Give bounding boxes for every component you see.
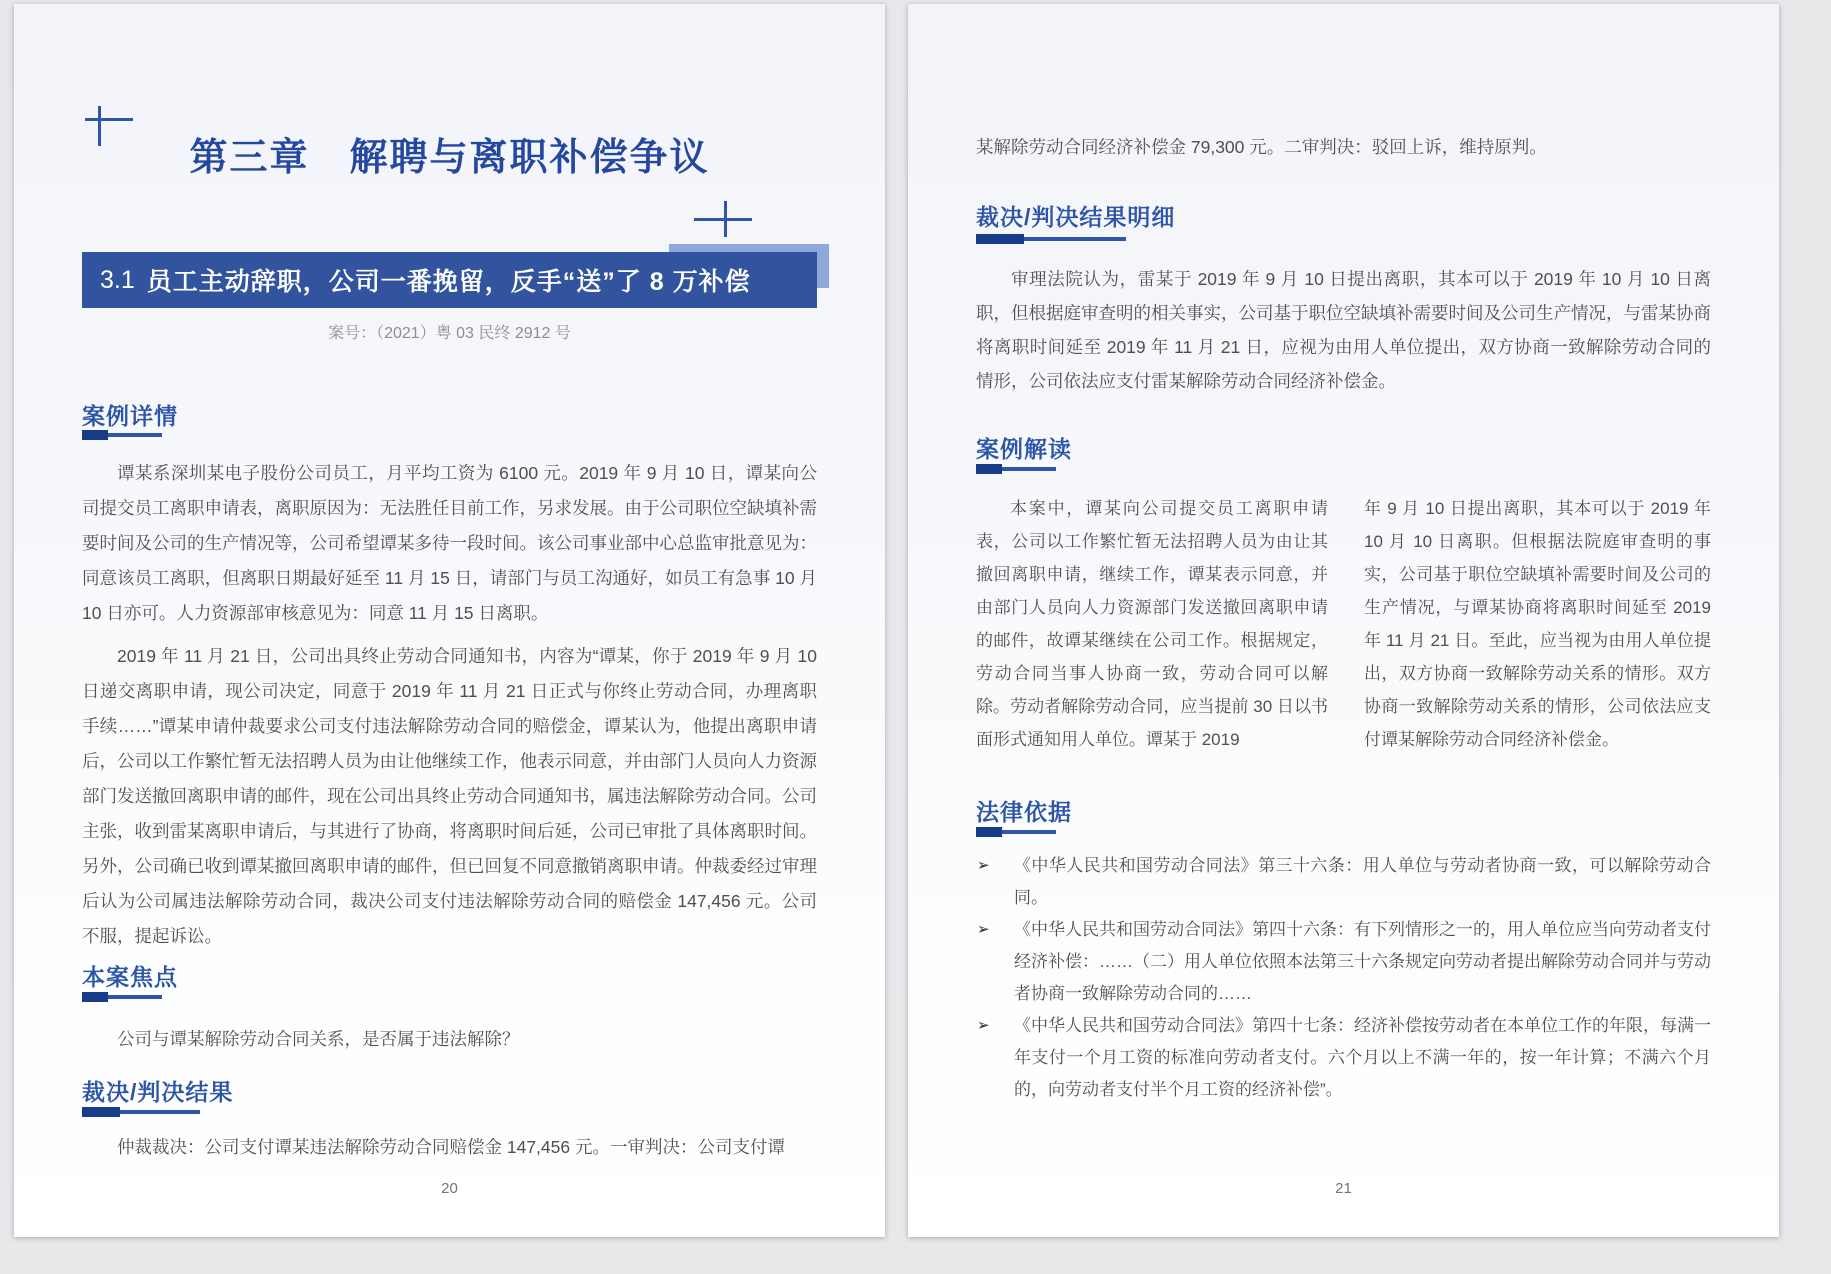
crosshair-decoration-horizontal-icon xyxy=(694,218,752,221)
arrow-bullet-icon: ➢ xyxy=(977,857,990,874)
heading-underline xyxy=(82,430,162,440)
document-page-right xyxy=(908,4,1779,1237)
chapter-title: 第三章 解聘与离职补偿争议 xyxy=(189,137,710,179)
legal-basis-item xyxy=(976,850,1711,914)
case-detail-paragraph-1: 谭某系深圳某电子股份公司员工，月平均工资为 6100 元。2019 年 9 月 10 日，谭某向公司提交员工离职申请表，离职原因为：无法胜任目前工作，另求发展。由于公司职位空缺填补需要时间及公司的生产情况等，公司希望谭某多待一段时间。该公司事业部中心总监审批意见为：同意该员工离职，但离职日期最好延至 11 月 15 日，请部门与员工沟通好，如员工有急事 10 月 10 日亦可。人力资源部审核意见为：同意 11 月 15 日离职。 xyxy=(82,463,817,623)
legal-basis-text: 《中华人民共和国劳动合同法》第四十七条：经济补偿按劳动者在本单位工作的年限，每满一年支付一个月工资的标准向劳动者支付。六个月以上不满一年的，按一年计算；不满六个月的，向劳动者支付半个月工资的经济补偿”。 xyxy=(1014,1016,1711,1099)
interpretation-columns xyxy=(976,492,1711,756)
crosshair-decoration-vertical-icon xyxy=(724,201,727,237)
arrow-bullet-icon: ➢ xyxy=(977,1017,990,1034)
heading-interpretation: 案例解读 xyxy=(976,436,1072,462)
result-text: 仲裁裁决：公司支付谭某违法解除劳动合同赔偿金 147,456 元。一审判决：公司支付谭 xyxy=(117,1137,785,1157)
heading-underline xyxy=(82,1107,200,1117)
interpretation-column-2: 年 9 月 10 日提出离职，其本可以于 2019 年 10 月 10 日离职。但根据法院庭审查明的事实，公司基于职位空缺填补需要时间及公司的生产情况，与谭某协商将离职时间延至 2019 年 11 月 21 日。至此，应当视为由用人单位提出，双方协商一致解除劳动关系的情形。双方协商一致解除劳动关系的情形，公司依法应支付谭某解除劳动合同经济补偿金。 xyxy=(1364,499,1711,749)
result-continuation-text: 某解除劳动合同经济补偿金 79,300 元。二审判决：驳回上诉，维持原判。 xyxy=(976,137,1547,157)
case-number: 案号：（2021）粤 03 民终 2912 号 xyxy=(328,325,571,342)
legal-basis-list xyxy=(976,850,1711,1106)
heading-result: 裁决/判决结果 xyxy=(82,1079,234,1105)
heading-case-detail: 案例详情 xyxy=(82,403,178,429)
result-detail-paragraph: 审理法院认为，雷某于 2019 年 9 月 10 日提出离职，其本可以于 2019 年 10 月 10 日离职，但根据庭审查明的相关事实，公司基于职位空缺填补需要时间及公司生产情况，与雷某协商将离职时间延至 2019 年 11 月 21 日，应视为由用人单位提出，双方协商一致解除劳动合同的情形，公司依法应支付雷某解除劳动合同经济补偿金。 xyxy=(976,269,1711,391)
heading-legal-basis: 法律依据 xyxy=(976,799,1072,825)
legal-basis-text: 《中华人民共和国劳动合同法》第四十六条：有下列情形之一的，用人单位应当向劳动者支付经济补偿：……（二）用人单位依照本法第三十六条规定向劳动者提出解除劳动合同并与劳动者协商一致解除劳动合同的…… xyxy=(1014,920,1711,1003)
legal-basis-item xyxy=(976,1010,1711,1106)
page-number-right: 21 xyxy=(1335,1180,1352,1197)
arrow-bullet-icon: ➢ xyxy=(977,921,990,938)
case-focus-text: 公司与谭某解除劳动合同关系，是否属于违法解除？ xyxy=(117,1029,520,1049)
heading-underline xyxy=(976,827,1056,837)
document-page-left xyxy=(14,4,885,1237)
heading-underline xyxy=(976,234,1126,244)
legal-basis-item xyxy=(976,914,1711,1010)
heading-underline xyxy=(976,464,1056,474)
section-title: 员工主动辞职，公司一番挽留，反手“送”了 8 万补偿 xyxy=(146,268,751,296)
heading-underline xyxy=(82,992,162,1002)
page-number-left: 20 xyxy=(441,1180,458,1197)
section-banner xyxy=(82,252,817,308)
case-detail-paragraph-2: 2019 年 11 月 21 日，公司出具终止劳动合同通知书，内容为“谭某，你于 2019 年 9 月 10 日递交离职申请，现公司决定，同意于 2019 年 11 月 21 日正式与你终止劳动合同，办理离职手续……”谭某申请仲裁要求公司支付违法解除劳动合同的赔偿金，谭某认为，他提出离职申请后，公司以工作繁忙暂无法招聘人员为由让他继续工作，他表示同意，并由部门人员向人力资源部门发送撤回离职申请的邮件，现在公司出具终止劳动合同通知书，属违法解除劳动合同。公司主张，收到雷某离职申请后，与其进行了协商，将离职时间后延，公司已审批了具体离职时间。另外，公司确已收到谭某撤回离职申请的邮件，但已回复不同意撤销离职申请。仲裁委经过审理后认为公司属违法解除劳动合同，裁决公司支付违法解除劳动合同的赔偿金 147,456 元。公司不服，提起诉讼。 xyxy=(82,646,817,946)
interpretation-column-1: 本案中，谭某向公司提交员工离职申请表，公司以工作繁忙暂无法招聘人员为由让其撤回离职申请，继续工作，谭某表示同意，并由部门人员向人力资源部门发送撤回离职申请的邮件，故谭某继续在公司工作。根据规定，劳动合同当事人协商一致，劳动合同可以解除。劳动者解除劳动合同，应当提前 30 日以书面形式通知用人单位。谭某于 2019 xyxy=(976,499,1328,749)
heading-result-detail: 裁决/判决结果明细 xyxy=(976,204,1176,230)
crosshair-decoration-horizontal-icon xyxy=(85,118,133,121)
heading-case-focus: 本案焦点 xyxy=(82,964,178,990)
legal-basis-text: 《中华人民共和国劳动合同法》第三十六条：用人单位与劳动者协商一致，可以解除劳动合同。 xyxy=(1014,856,1711,907)
section-number: 3.1 xyxy=(100,265,135,294)
